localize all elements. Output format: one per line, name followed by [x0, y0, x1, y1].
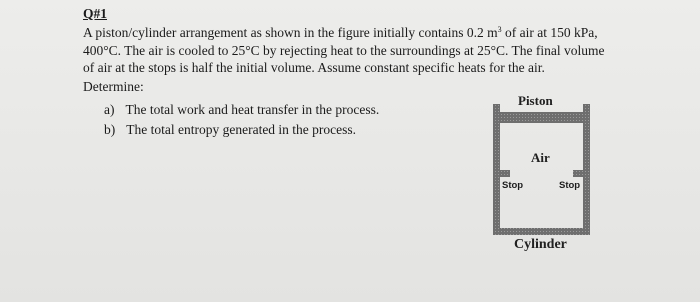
statement-line-1a: A piston/cylinder arrangement as shown in the figure initially contains 0.2 m: [83, 25, 498, 40]
air-label: Air: [531, 150, 550, 165]
cylinder-bottom: [493, 228, 590, 235]
piston-label: Piston: [518, 93, 553, 108]
determine-label: Determine:: [83, 79, 144, 94]
statement-line-3: of air at the stops is half the initial volume. Assume constant specific heats for the air.: [83, 60, 545, 75]
cubic-exponent: 3: [497, 25, 502, 34]
cylinder-right-wall: [583, 104, 590, 234]
stop-right-label: Stop: [559, 180, 581, 191]
cylinder-left-wall: [493, 104, 500, 234]
part-b-marker: b): [104, 122, 116, 137]
part-b-text: The total entropy generated in the process.: [126, 122, 357, 137]
part-a-marker: a): [104, 102, 115, 117]
statement-line-1b: of air at 150 kPa,: [501, 25, 598, 40]
left-stop: [500, 170, 510, 177]
right-stop: [573, 170, 583, 177]
piston-block: [500, 112, 583, 123]
stop-left-label: Stop: [502, 180, 524, 191]
part-a-text: The total work and heat transfer in the process.: [125, 102, 380, 117]
statement-line-2: 400°C. The air is cooled to 25°C by rejecting heat to the surroundings at 25°C. The final volume: [83, 42, 605, 58]
cylinder-label: Cylinder: [514, 237, 567, 252]
question-number: Q#1: [83, 6, 108, 21]
